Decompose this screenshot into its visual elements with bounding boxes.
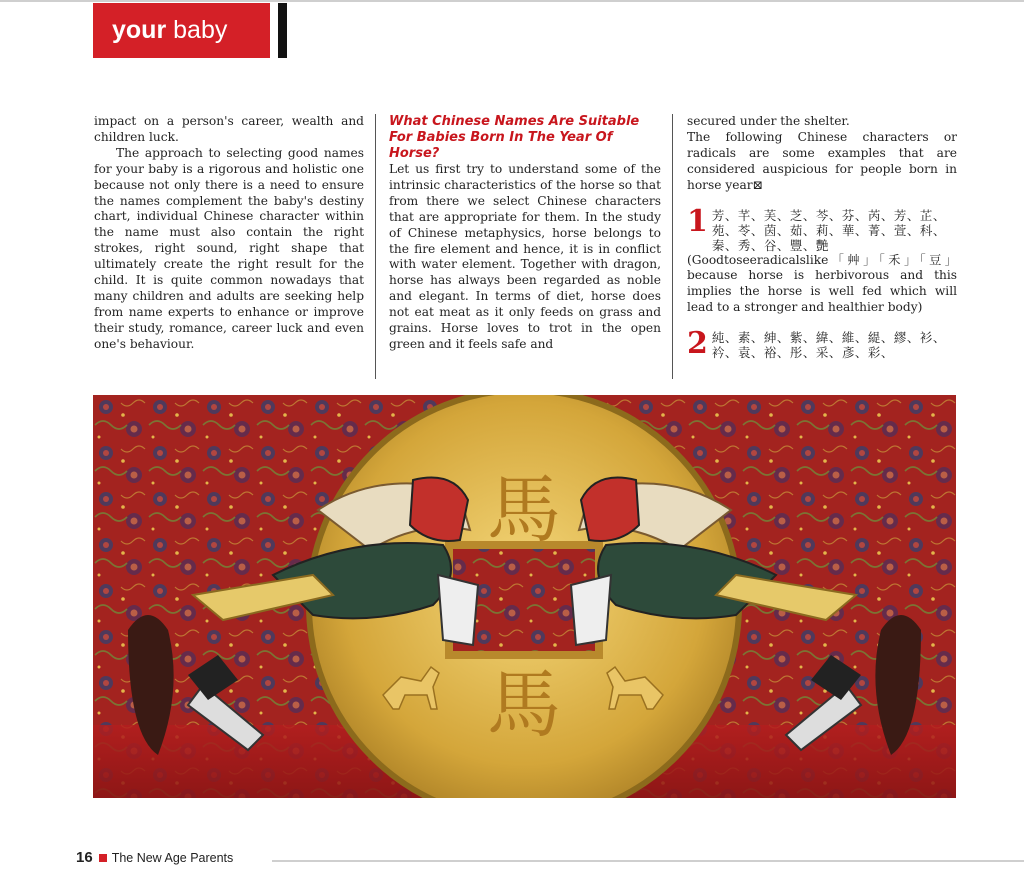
- column-2: [389, 114, 661, 353]
- footer-rule: [272, 860, 1024, 862]
- section-tab-bar: [278, 3, 287, 58]
- column-1: [94, 114, 364, 353]
- coin-character-bottom: 馬: [487, 662, 561, 748]
- list-chars-2: 純、素、紳、紫、緯、維、緹、繆、衫、衿、袁、裕、彤、采、彥、彩、: [711, 330, 946, 361]
- list-item-1: [687, 203, 957, 253]
- section-tab-bold: your: [112, 16, 167, 44]
- section-tab: [93, 3, 270, 58]
- illustration-svg: [93, 395, 956, 798]
- coin-character-top: 馬: [487, 467, 561, 553]
- column-divider-2: [672, 114, 673, 379]
- col3-paragraph-2: The following Chinese characters or radicals are some examples that are considered auspicious for people born in horse year⊠: [687, 129, 957, 192]
- list-number-2: 2: [687, 326, 708, 362]
- page-number: 16: [76, 849, 93, 866]
- column-divider-1: [375, 114, 376, 379]
- horse-coin-illustration: [93, 395, 956, 798]
- top-rule: [0, 0, 1024, 2]
- section-tab-light: baby: [166, 16, 228, 44]
- list-item-2: [687, 326, 957, 362]
- page-footer: [76, 849, 233, 866]
- list-note-1: (Goodtoseeradicalslike「艸」「禾」「豆」because horse is herbivorous and this implies the horse is well fed which will lead to a stronger and healthier body): [687, 252, 957, 315]
- col1-paragraph-1: impact on a person's career, wealth and children luck.: [94, 114, 364, 144]
- col2-paragraph-1: Let us first try to understand some of the intrinsic characteristics of the horse so that from there we select Chinese characters that are appropriate for them. In the study of Chinese metaphysics, horse belongs to the fire element and hence, it is in conflict with water element. Together with dragon, horse has always been regarded as noble and elegant. In terms of diet, horse does not eat meat as it only feeds on grass and grains. Horse loves to trot in the open green and it feels safe and: [389, 162, 661, 351]
- magazine-name: The New Age Parents: [111, 850, 234, 865]
- list-chars-1: 芳、芊、芙、芝、芩、芬、芮、芳、芷、苑、苓、茵、茹、莉、華、菁、萱、科、秦、秀、谷、豐、艷: [711, 207, 946, 253]
- footer-red-square: [99, 854, 107, 862]
- article-heading: What Chinese Names Are Suitable For Babies Born In The Year Of Horse?: [389, 114, 640, 161]
- list-number-1: 1: [687, 203, 708, 239]
- col3-paragraph-1: secured under the shelter.: [687, 114, 850, 128]
- column-3: [687, 114, 957, 360]
- col1-paragraph-2: The approach to selecting good names for your baby is a rigorous and holistic one because not only there is a need to ensure the names complement the baby's destiny chart, individual Chinese character within the name must also contain the right strokes, right sound, right shape that ultimately create the right result for the child. It is quite common nowadays that many children and adults are seeking help from name experts to enhance or improve their study, romance, career luck and even one's behaviour.: [94, 145, 364, 351]
